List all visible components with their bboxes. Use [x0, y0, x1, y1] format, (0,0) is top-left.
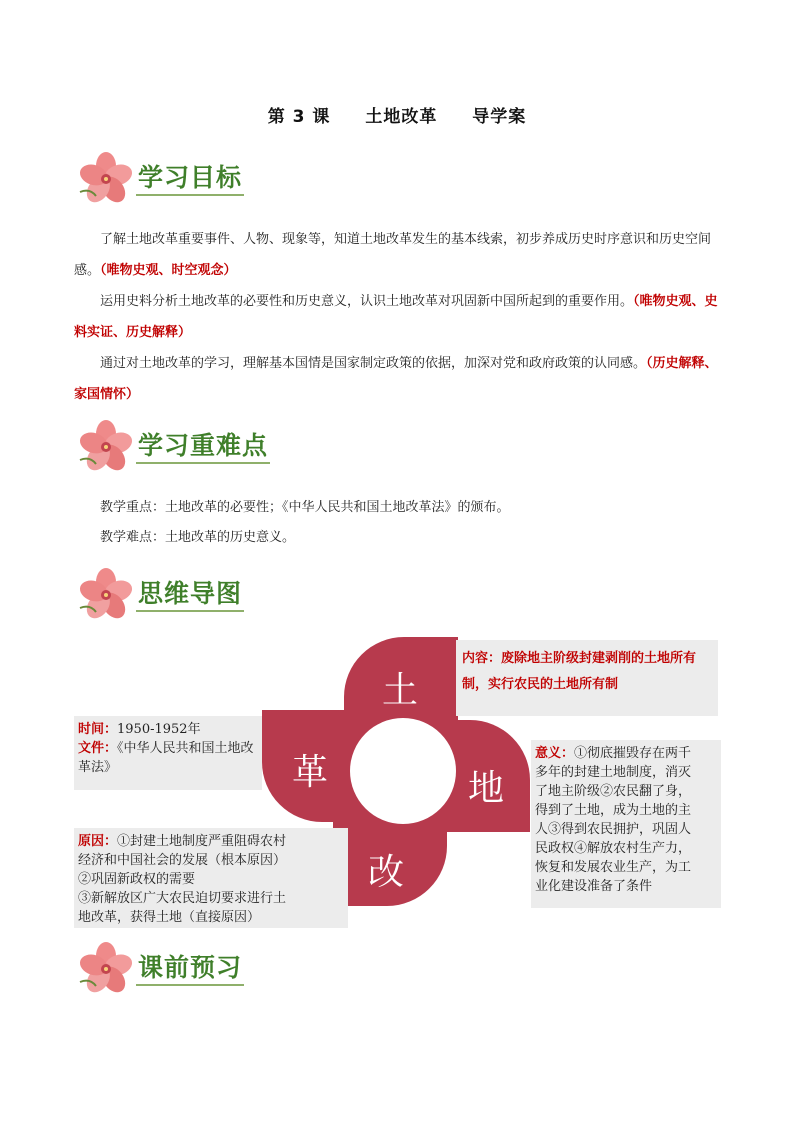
flower-icon	[76, 418, 138, 474]
section-title: 学习目标	[138, 163, 243, 192]
lesson-type: 导学案	[472, 107, 527, 127]
section-title: 思维导图	[138, 579, 243, 608]
objective-text: 运用史料分析土地改革的必要性和历史意义，认识土地改革对巩固新中国所起到的重要作用。	[100, 294, 634, 309]
section-underline	[136, 610, 244, 612]
section-underline	[136, 462, 270, 464]
causes-line: ③新解放区广大农民迫切要求进行土	[78, 891, 287, 906]
objective-1	[74, 224, 724, 286]
significance-line: 多年的封建土地制度，消灭	[535, 765, 692, 780]
objective-2	[74, 286, 724, 348]
objective-tag: （唯物史观、史料实证、历史解释）	[74, 294, 718, 340]
document-text: 《中华人民共和国土地改革法》	[78, 741, 254, 775]
content-text: 废除地主阶级封建剥削的土地所有制，实行农民的土地所有制	[462, 651, 697, 692]
lesson-number: 第 3 课	[267, 107, 331, 127]
time-document-box	[74, 716, 262, 790]
significance-line: 恢复和发展农业生产，为工	[535, 860, 692, 875]
causes-box	[74, 828, 348, 928]
section-title: 课前预习	[138, 953, 243, 982]
objective-tag: （历史解释、家国情怀）	[74, 356, 718, 402]
content-label: 内容：	[462, 651, 502, 666]
section-underline	[136, 984, 244, 986]
flower-icon	[76, 150, 138, 206]
objective-text: 了解土地改革重要事件、人物、现象等，知道土地改革发生的基本线索，初步养成历史时序意识和历史空间感。	[74, 232, 712, 278]
significance-label: 意义：	[535, 746, 575, 761]
causes-line: 经济和中国社会的发展（根本原因）	[78, 853, 287, 868]
causes-line: ②巩固新政权的需要	[78, 872, 196, 887]
petal-char-left: 革	[292, 752, 329, 793]
flower-icon	[76, 940, 138, 996]
causes-label: 原因：	[78, 834, 118, 849]
time-text: 1950-1952年	[117, 722, 201, 737]
causes-line: 地改革，获得土地（直接原因）	[78, 910, 261, 925]
center-circle	[350, 718, 456, 824]
key-difficulty-text: 教学难点：土地改革的历史意义。	[100, 530, 296, 545]
document-label: 文件：	[78, 741, 118, 756]
significance-line: ①彻底摧毁存在两千	[574, 746, 692, 761]
petal-char-bottom: 改	[368, 852, 405, 893]
significance-line: 得到了土地，成为土地的主	[535, 803, 692, 818]
significance-line: 业化建设准备了条件	[535, 879, 653, 894]
significance-box	[531, 740, 721, 908]
time-label: 时间：	[78, 722, 118, 737]
lesson-topic: 土地改革	[365, 107, 438, 127]
significance-line: 人③得到农民拥护，巩固人	[535, 822, 692, 837]
document-line	[78, 739, 258, 777]
flower-icon	[76, 566, 138, 622]
objective-tag: （唯物史观、时空观念）	[100, 263, 237, 278]
significance-line: 民政权④解放农村生产力，	[535, 841, 692, 856]
key-focus-text: 教学重点：土地改革的必要性；《中华人民共和国土地改革法》的颁布。	[100, 500, 510, 515]
page-title	[0, 102, 794, 127]
petal-char-top: 土	[382, 670, 419, 711]
content-box	[456, 640, 718, 716]
petal-char-right: 地	[468, 768, 505, 809]
section-underline	[136, 194, 244, 196]
key-focus	[74, 492, 724, 523]
objective-text: 通过对土地改革的学习，理解基本国情是国家制定政策的依据，加深对党和政府政策的认同感。	[100, 356, 647, 371]
causes-line: ①封建土地制度严重阻碍农村	[117, 834, 287, 849]
time-line	[78, 720, 258, 739]
significance-line: 了地主阶级②农民翻了身，	[535, 784, 692, 799]
objective-3	[74, 348, 724, 410]
key-difficulty	[74, 522, 724, 553]
section-title: 学习重难点	[138, 431, 269, 460]
